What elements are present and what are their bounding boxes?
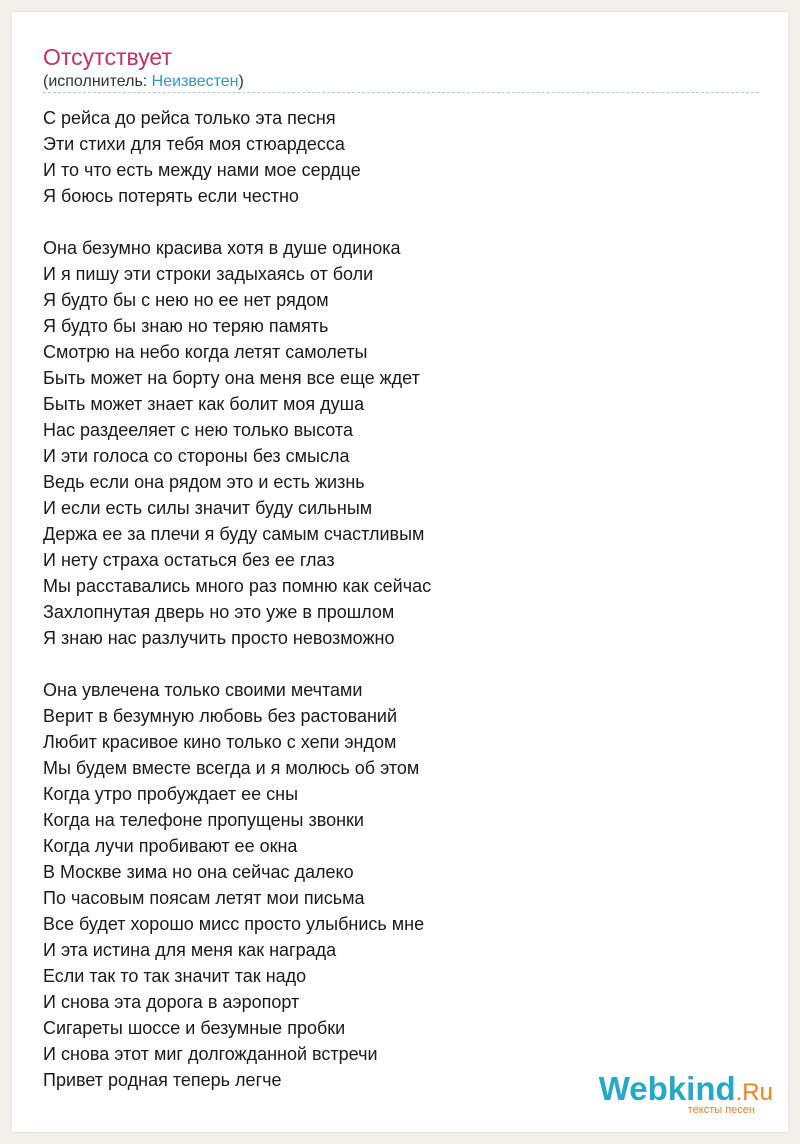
lyrics-line: Нас раздееляет с нею только высота — [43, 420, 353, 440]
lyrics-stanza — [43, 677, 743, 1093]
lyrics-line: Все будет хорошо мисс просто улыбнись мне — [43, 914, 425, 934]
artist-line — [43, 72, 244, 92]
lyrics-line: И эта истина для меня как награда — [43, 940, 337, 960]
lyrics-line: Смотрю на небо когда летят самолеты — [43, 342, 368, 362]
lyrics-line: И я пишу эти строки задыхаясь от боли — [43, 264, 374, 284]
lyrics-line: Ведь если она рядом это и есть жизнь — [43, 472, 365, 492]
lyrics-line: Привет родная теперь легче — [43, 1070, 282, 1090]
lyrics-line: Когда лучи пробивают ее окна — [43, 836, 298, 856]
lyrics-line: В Москве зима но она сейчас далеко — [43, 862, 354, 882]
lyrics-line: Мы будем вместе всегда и я молюсь об этом — [43, 758, 420, 778]
lyrics-line: С рейса до рейса только эта песня — [43, 108, 336, 128]
artist-link[interactable]: Неизвестен — [151, 73, 239, 90]
lyrics-line: И эти голоса со стороны без смысла — [43, 446, 350, 466]
lyrics-line: Она безумно красива хотя в душе одинока — [43, 238, 401, 258]
lyrics-line: Когда на телефоне пропущены звонки — [43, 810, 364, 830]
lyrics-line: Верит в безумную любовь без растований — [43, 706, 398, 726]
logo-tagline: тексты песен — [687, 1104, 755, 1116]
lyrics-line: По часовым поясам летят мои письма — [43, 888, 365, 908]
lyrics-line: И снова этот миг долгожданной встречи — [43, 1044, 378, 1064]
lyrics-line: Любит красивое кино только с хепи эндом — [43, 732, 397, 752]
lyrics-line: Эти стихи для тебя моя стюардесса — [43, 134, 345, 154]
lyrics-line: Если так то так значит так надо — [43, 966, 307, 986]
logo-tld: .Ru — [735, 1079, 773, 1106]
lyrics-body — [43, 105, 743, 1119]
artist-prefix: (исполнитель: — [43, 73, 152, 90]
lyrics-line: Захлопнутая дверь но это уже в прошлом — [43, 602, 395, 622]
lyrics-line: Мы расставались много раз помню как сейчас — [43, 576, 432, 596]
lyrics-line: Она увлечена только своими мечтами — [43, 680, 363, 700]
artist-suffix: ) — [238, 73, 244, 90]
lyrics-line: Я боюсь потерять если честно — [43, 186, 299, 206]
lyrics-line: Когда утро пробуждает ее сны — [43, 784, 299, 804]
lyrics-line: И если есть силы значит буду сильным — [43, 498, 373, 518]
lyrics-page — [12, 12, 788, 1132]
lyrics-stanza — [43, 105, 743, 209]
lyrics-line: И то что есть между нами мое сердце — [43, 160, 361, 180]
lyrics-line: И нету страха остаться без ее глаз — [43, 550, 335, 570]
lyrics-line: Я знаю нас разлучить просто невозможно — [43, 628, 395, 648]
lyrics-stanza — [43, 235, 743, 651]
lyrics-line: Быть может на борту она меня все еще ждет — [43, 368, 420, 388]
lyrics-line: Я будто бы с нею но ее нет рядом — [43, 290, 329, 310]
logo-name: Webkind — [598, 1070, 736, 1107]
site-logo[interactable] — [573, 1070, 773, 1120]
song-title: Отсутствует — [43, 44, 172, 70]
lyrics-line: Сигареты шоссе и безумные пробки — [43, 1018, 346, 1038]
lyrics-line: Я будто бы знаю но теряю память — [43, 316, 329, 336]
lyrics-line: Быть может знает как болит моя душа — [43, 394, 365, 414]
lyrics-line: Держа ее за плечи я буду самым счастливым — [43, 524, 425, 544]
lyrics-line: И снова эта дорога в аэропорт — [43, 992, 300, 1012]
title-divider — [43, 92, 759, 93]
